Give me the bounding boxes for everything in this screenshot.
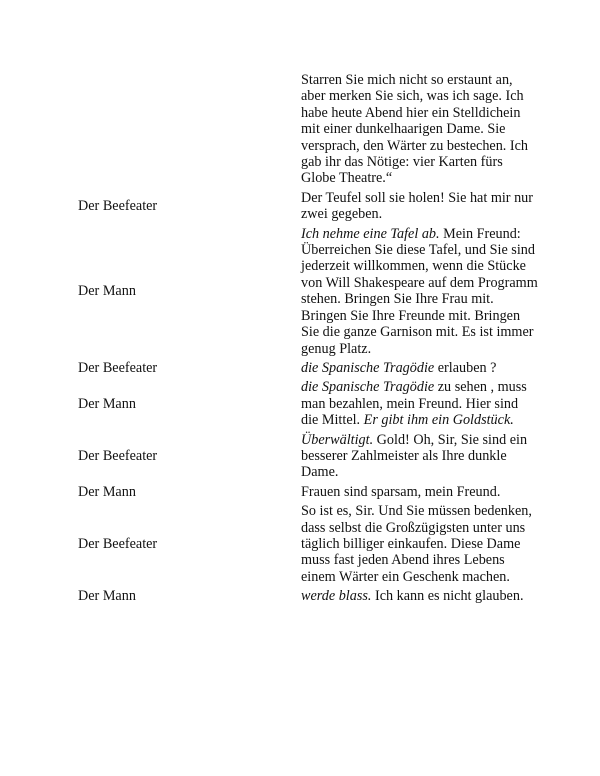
dialogue-text <box>301 190 538 226</box>
dialogue-row <box>78 379 538 431</box>
speaker-cell <box>78 72 301 190</box>
dialogue-text <box>301 484 538 503</box>
dialogue-segment: Starren Sie mich nicht so erstaunt an, aber merken Sie sich, was ich sage. Ich habe heute Abend hier ein Stelldichein mit einer dunkelhaarigen Dame. Sie versprach, den Wärter zu bestechen. Ich gab ihr das Nötige: vier Karten fürs Globe Theatre.“ <box>301 72 529 187</box>
speaker-cell <box>78 432 301 484</box>
speaker-name: Der Mann <box>78 483 136 500</box>
speaker-cell <box>78 588 301 607</box>
speaker-name: Der Beefeater <box>78 447 158 464</box>
dialogue-row <box>78 432 538 484</box>
speaker-name: Der Mann <box>78 395 136 412</box>
dialogue-text <box>301 360 538 379</box>
dialogue-segment: Der Teufel soll sie holen! Sie hat mir nur zwei gegeben. <box>301 189 533 223</box>
dialogue-row <box>78 190 538 226</box>
dialogue-text <box>301 588 538 607</box>
dialogue-segment: Ich kann es nicht glauben. <box>371 588 524 605</box>
stage-direction: die Spanische Tragödie <box>301 359 435 376</box>
stage-direction: Er gibt ihm ein Goldstück. <box>363 412 514 429</box>
speaker-name: Der Mann <box>78 283 136 300</box>
stage-direction: Ich nehme eine Tafel ab. <box>301 225 440 242</box>
dialogue-table <box>78 72 538 608</box>
dialogue-row <box>78 503 538 588</box>
dialogue-segment: So ist es, Sir. Und Sie müssen bedenken, dass selbst die Großzügigsten unter uns täglich billiger einkaufen. Diese Dame muss fast jeden Abend ihres Lebens einem Wärter ein Geschenk machen. <box>301 503 532 585</box>
speaker-cell <box>78 226 301 360</box>
dialogue-segment: erlauben ? <box>434 359 497 376</box>
dialogue-segment: Frauen sind sparsam, mein Freund. <box>301 483 501 500</box>
speaker-name: Der Beefeater <box>78 198 158 215</box>
speaker-cell <box>78 503 301 588</box>
speaker-cell <box>78 484 301 503</box>
speaker-cell <box>78 360 301 379</box>
dialogue-text <box>301 432 538 484</box>
dialogue-row <box>78 226 538 360</box>
stage-direction: die Spanische Tragödie <box>301 379 435 396</box>
dialogue-row <box>78 588 538 607</box>
speaker-name: Der Mann <box>78 588 136 605</box>
dialogue-row <box>78 72 538 190</box>
speaker-cell <box>78 190 301 226</box>
dialogue-segment: Gold! Oh, Sir, Sie sind ein besserer Zahlmeister als Ihre dunkle Dame. <box>301 431 528 481</box>
dialogue-text <box>301 503 538 588</box>
speaker-name: Der Beefeater <box>78 359 158 376</box>
speaker-cell <box>78 379 301 431</box>
dialogue-row <box>78 360 538 379</box>
dialogue-text <box>301 72 538 190</box>
dialogue-text <box>301 226 538 360</box>
speaker-name: Der Beefeater <box>78 535 158 552</box>
dialogue-text <box>301 379 538 431</box>
stage-direction: Überwältigt. <box>301 431 374 448</box>
dialogue-body <box>78 72 538 608</box>
stage-direction: werde blass. <box>301 588 372 605</box>
dialogue-segment: zu sehen , muss man bezahlen, mein Freund. Hier sind die Mittel. <box>301 379 527 429</box>
dialogue-row <box>78 484 538 503</box>
dialogue-segment: Mein Freund: Überreichen Sie diese Tafel, und Sie sind jederzeit willkommen, wenn die Stücke von Will Shakespeare auf dem Programm stehen. Bringen Sie Ihre Frau mit. Bringen Sie Ihre Freunde mit. Bringen Sie die ganze Garnison mit. Es ist immer genug Platz. <box>301 225 538 357</box>
